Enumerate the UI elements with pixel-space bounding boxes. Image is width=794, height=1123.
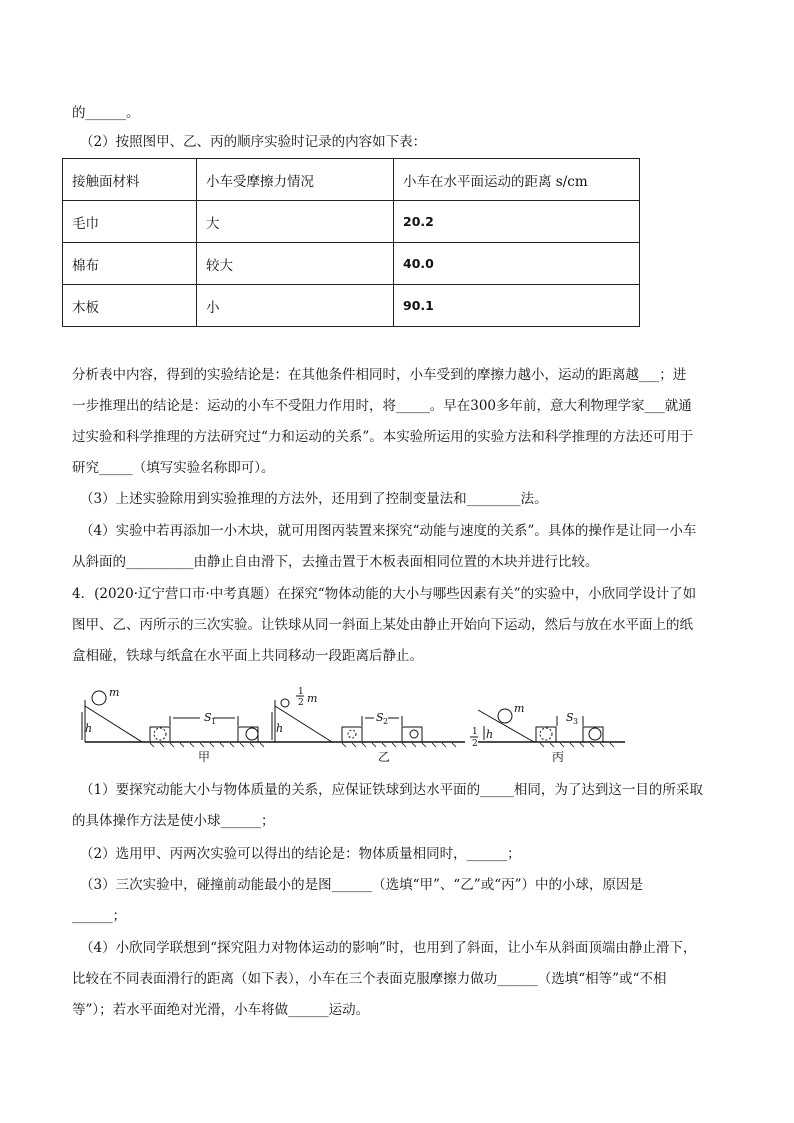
text-line: 研究_____（填写实验名称即可）。	[72, 460, 275, 476]
setup-yi	[272, 687, 465, 764]
table-row	[63, 243, 640, 285]
text-line: 比较在不同表面滑行的距离（如下表），小车在三个表面克服摩擦力做功______（选填“相等”或“不相	[72, 971, 667, 987]
distance-subscript: 2	[383, 717, 389, 726]
text-line: （4）小欣同学联想到“探究阻力对物体运动的影响”时，也用到了斜面，让小车从斜面顶端由静止滑下，	[80, 940, 697, 956]
text-line: 的具体操作方法是使小球______；	[72, 813, 275, 829]
text-line: （2）选用甲、丙两次实验可以得出的结论是：物体质量相同时，______；	[80, 846, 521, 862]
text-line: （3）上述实验除用到实验推理的方法外，还用到了控制变量法和________法。	[80, 491, 548, 507]
table-cell: 小	[197, 285, 394, 327]
distance-subscript: 3	[573, 717, 579, 726]
text-line: 从斜面的__________由静止自由滑下，去撞击置于木板表面相同位置的木块并进行比较。	[72, 554, 599, 570]
table-row	[63, 285, 640, 327]
text-line: 一步推理出的结论是：运动的小车不受阻力作用时，将_____。早在300多年前，意大利物理学家___就通	[72, 398, 692, 414]
figure-caption: 甲	[198, 750, 211, 764]
table-cell: 棉布	[63, 243, 197, 285]
table-header: 小车受摩擦力情况	[197, 159, 394, 201]
table-cell: 毛巾	[63, 201, 197, 243]
fraction-denominator: 2	[472, 739, 478, 749]
table-header: 接触面材料	[63, 159, 197, 201]
text-line: （1）要探究动能大小与物体质量的关系，应保证铁球到达水平面的_____相同，为了达到这一目的所采取	[80, 782, 703, 798]
height-label: h	[276, 722, 284, 735]
table-cell: 较大	[197, 243, 394, 285]
kinetic-energy-experiment-figure	[80, 686, 630, 768]
distance-label: S	[376, 711, 384, 724]
distance-subscript: 1	[211, 717, 217, 726]
text-line: 盒相碰，铁球与纸盒在水平面上共同移动一段距离后静止。	[72, 648, 423, 664]
height-label: h	[85, 722, 93, 735]
table-row	[63, 201, 640, 243]
mass-label: m	[514, 702, 525, 715]
table-cell: 20.2	[394, 201, 640, 243]
text-line: 等”）；若水平面绝对光滑，小车将做______运动。	[72, 1002, 370, 1018]
figure-caption: 乙	[378, 750, 391, 764]
text-line: 过实验和科学推理的方法研究过“力和运动的关系”。本实验所运用的实验方法和科学推理的方法还可用于	[72, 429, 694, 445]
distance-label: S	[566, 711, 574, 724]
table-header: 小车在水平面运动的距离 s/cm	[394, 159, 640, 201]
fraction-numerator: 1	[298, 687, 304, 697]
text-line: 的______。	[72, 105, 140, 121]
fraction-numerator: 1	[472, 727, 478, 737]
mass-label: m	[109, 686, 120, 699]
setup-jia	[82, 686, 275, 764]
figure-caption: 丙	[552, 750, 565, 764]
mass-label: m	[307, 692, 318, 705]
question-2-label: （2）按照图甲、乙、丙的顺序实验时记录的内容如下表：	[80, 134, 427, 150]
problem-4-stem: 4．(2020·辽宁营口市·中考真题）在探究“物体动能的大小与哪些因素有关”的实验中，小欣同学设计了如	[72, 586, 697, 602]
table-cell: 大	[197, 201, 394, 243]
setup-bing	[470, 702, 625, 764]
table-cell: 40.0	[394, 243, 640, 285]
friction-data-table	[62, 158, 640, 327]
table-header-row	[63, 159, 640, 201]
text-line: ______；	[72, 908, 126, 924]
height-label: h	[486, 728, 494, 741]
text-line: 图甲、乙、丙所示的三次实验。让铁球从同一斜面上某处由静止开始向下运动，然后与放在水平面上的纸	[72, 617, 693, 633]
text-line: （4）实验中若再添加一小木块，就可用图丙装置来探究“动能与速度的关系”。具体的操作是让同一小车	[80, 523, 697, 539]
distance-label: S	[204, 711, 212, 724]
fraction-denominator: 2	[298, 698, 304, 708]
text-line: 分析表中内容，得到的实验结论是：在其他条件相同时，小车受到的摩擦力越小，运动的距离越___；进	[72, 367, 687, 383]
text-line: （3）三次实验中，碰撞前动能最小的是图______（选填“甲”、“乙”或“丙”）中的小球，原因是	[80, 877, 643, 893]
table-cell: 90.1	[394, 285, 640, 327]
table-cell: 木板	[63, 285, 197, 327]
